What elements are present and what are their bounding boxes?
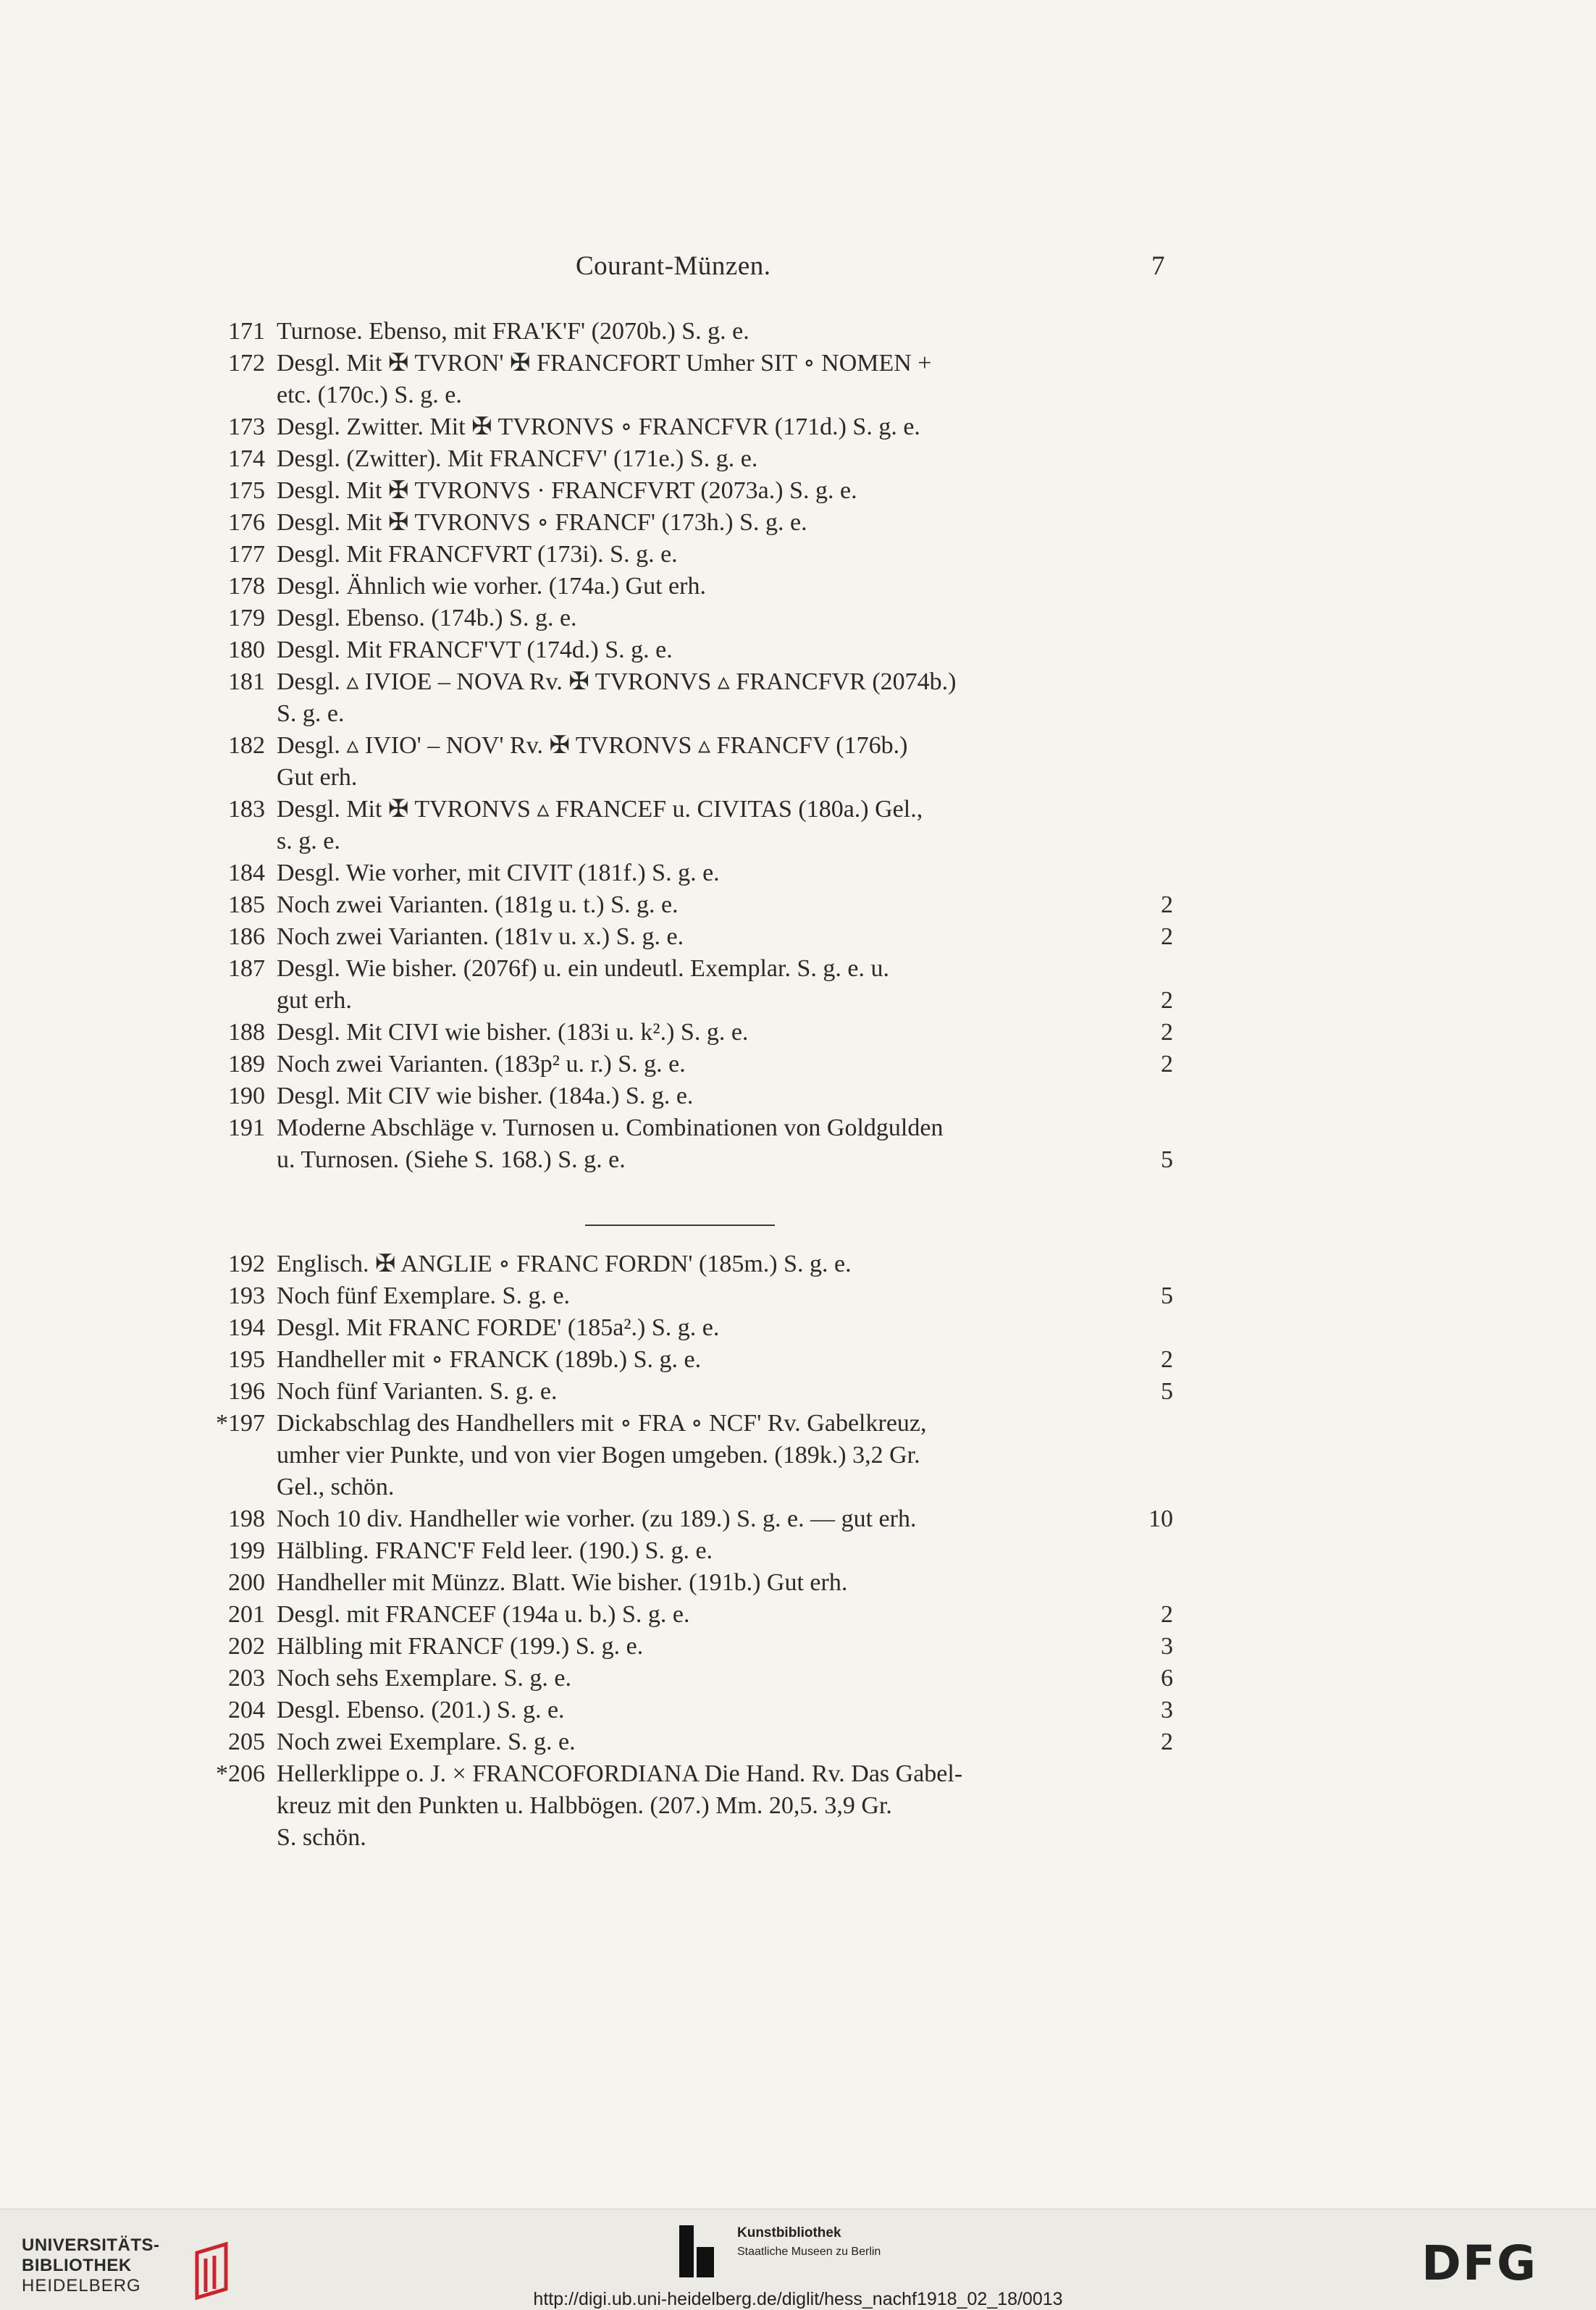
entry-line xyxy=(210,666,1173,698)
entry-quantity: 3 xyxy=(1161,1697,1173,1723)
entry-line xyxy=(210,1344,1173,1376)
entry-number: 175 xyxy=(228,477,265,504)
catalogue-entry xyxy=(210,1663,1173,1694)
entry-text: Desgl. mit FRANCEF (194a u. b.) S. g. e. xyxy=(277,1601,690,1628)
entry-line xyxy=(210,698,1173,730)
entry-text: Noch 10 div. Handheller wie vorher. (zu 189.) S. g. e. — gut erh. xyxy=(277,1505,917,1532)
catalogue-entry xyxy=(210,1280,1173,1312)
entry-line xyxy=(210,794,1173,826)
entry-quantity: 2 xyxy=(1161,987,1173,1014)
entry-text: s. g. e. xyxy=(277,828,340,854)
catalogue-entry xyxy=(210,1567,1173,1599)
entry-number: 190 xyxy=(228,1083,265,1109)
entry-quantity: 3 xyxy=(1161,1633,1173,1660)
entry-line xyxy=(210,1280,1173,1312)
entry-line xyxy=(210,539,1173,571)
entry-line xyxy=(210,634,1173,666)
catalogue-entry xyxy=(210,348,1173,411)
catalogue-entry xyxy=(210,1248,1173,1280)
permalink-url[interactable]: http://digi.ub.uni-heidelberg.de/diglit/hess_nachf1918_02_18/0013 xyxy=(533,2289,1063,2309)
entry-number: 204 xyxy=(228,1697,265,1723)
entry-number: 186 xyxy=(228,923,265,950)
entry-quantity: 2 xyxy=(1161,1729,1173,1755)
entry-number: 179 xyxy=(228,605,265,631)
section-divider xyxy=(585,1225,775,1226)
entry-text: kreuz mit den Punkten u. Halbbögen. (207.) Mm. 20,5. 3,9 Gr. xyxy=(277,1792,892,1819)
kunstbibliothek-logo[interactable] xyxy=(679,2222,925,2288)
catalogue-entry xyxy=(210,1017,1173,1049)
entry-number: 203 xyxy=(228,1665,265,1692)
catalogue-entry xyxy=(210,1758,1173,1854)
catalogue-entry xyxy=(210,602,1173,634)
entry-text: Noch fünf Exemplare. S. g. e. xyxy=(277,1282,571,1309)
entry-text: Desgl. Wie vorher, mit CIVIT (181f.) S. g. e. xyxy=(277,860,720,886)
catalogue-entry xyxy=(210,1312,1173,1344)
entry-text: Desgl. Ähnlich wie vorher. (174a.) Gut erh. xyxy=(277,573,706,600)
entry-line xyxy=(210,1049,1173,1080)
entry-line xyxy=(210,316,1173,348)
entry-line xyxy=(210,1631,1173,1663)
entry-number: *206 xyxy=(216,1760,265,1787)
entry-number: 199 xyxy=(228,1537,265,1564)
entry-text: Desgl. (Zwitter). Mit FRANCFV' (171e.) S. g. e. xyxy=(277,445,758,472)
entry-line xyxy=(210,1376,1173,1408)
catalogue-entry xyxy=(210,411,1173,443)
entry-line xyxy=(210,953,1173,985)
entry-line xyxy=(210,1822,1173,1854)
ub-logo-line-1: UNIVERSITÄTS- xyxy=(22,2235,160,2255)
catalogue-entry xyxy=(210,1535,1173,1567)
entry-line xyxy=(210,379,1173,411)
entry-number: 200 xyxy=(228,1569,265,1596)
entry-line xyxy=(210,1080,1173,1112)
entry-quantity: 2 xyxy=(1161,1019,1173,1046)
catalogue-entry xyxy=(210,794,1173,857)
entry-line xyxy=(210,730,1173,762)
catalogue-entry xyxy=(210,857,1173,889)
entry-text: Noch zwei Varianten. (181v u. x.) S. g. e. xyxy=(277,923,684,950)
entry-text: Desgl. ▵ IVIO' – NOV' Rv. ✠ TVRONVS ▵ FRANCFV (176b.) xyxy=(277,732,908,759)
entry-line xyxy=(210,1790,1173,1822)
entry-number: 194 xyxy=(228,1314,265,1341)
entry-number: 174 xyxy=(228,445,265,472)
entry-text: Noch sehs Exemplare. S. g. e. xyxy=(277,1665,571,1692)
catalogue-entry xyxy=(210,921,1173,953)
catalogue-entry xyxy=(210,1694,1173,1726)
entry-text: Dickabschlag des Handhellers mit ∘ FRA ∘ NCF' Rv. Gabelkreuz, xyxy=(277,1410,927,1437)
catalogue-entry xyxy=(210,1599,1173,1631)
entry-number: 189 xyxy=(228,1051,265,1078)
entry-number: 187 xyxy=(228,955,265,982)
entry-text: Desgl. ▵ IVIOE – NOVA Rv. ✠ TVRONVS ▵ FRANCFVR (2074b.) xyxy=(277,668,957,695)
entry-line xyxy=(210,1144,1173,1176)
entry-line xyxy=(210,1663,1173,1694)
entry-line xyxy=(210,1726,1173,1758)
entry-quantity: 2 xyxy=(1161,891,1173,918)
entry-line xyxy=(210,1503,1173,1535)
entry-line xyxy=(210,1408,1173,1440)
ub-heidelberg-logo[interactable] xyxy=(22,2235,253,2296)
entry-line xyxy=(210,1017,1173,1049)
entry-text: S. g. e. xyxy=(277,700,345,727)
entry-text: Desgl. Mit CIV wie bisher. (184a.) S. g. e. xyxy=(277,1083,694,1109)
dfg-logo[interactable]: DFG xyxy=(1421,2235,1538,2291)
entry-text: umher vier Punkte, und von vier Bogen umgeben. (189k.) 3,2 Gr. xyxy=(277,1442,920,1469)
entry-quantity: 2 xyxy=(1161,1346,1173,1373)
entry-quantity: 2 xyxy=(1161,1601,1173,1628)
catalogue-entry xyxy=(210,1049,1173,1080)
entry-text: Hälbling. FRANC'F Feld leer. (190.) S. g. e. xyxy=(277,1537,713,1564)
entry-number: 171 xyxy=(228,318,265,345)
entry-text: Gel., schön. xyxy=(277,1474,395,1500)
entry-text: Gut erh. xyxy=(277,764,358,791)
entry-text: Desgl. Wie bisher. (2076f) u. ein undeutl. Exemplar. S. g. e. u. xyxy=(277,955,889,982)
catalogue-entry xyxy=(210,666,1173,730)
running-title: Courant-Münzen. xyxy=(576,251,771,281)
entry-number: *197 xyxy=(216,1410,265,1437)
catalogue-entry xyxy=(210,316,1173,348)
entry-text: gut erh. xyxy=(277,987,352,1014)
entry-line xyxy=(210,1440,1173,1471)
entry-number: 185 xyxy=(228,891,265,918)
entry-text: Hälbling mit FRANCF (199.) S. g. e. xyxy=(277,1633,644,1660)
catalogue-entry xyxy=(210,507,1173,539)
entry-number: 205 xyxy=(228,1729,265,1755)
entry-text: S. schön. xyxy=(277,1824,366,1851)
entry-line xyxy=(210,857,1173,889)
catalogue-list-heller xyxy=(210,1248,1173,1854)
ub-logo-line-2: BIBLIOTHEK xyxy=(22,2256,132,2275)
entry-number: 184 xyxy=(228,860,265,886)
entry-number: 195 xyxy=(228,1346,265,1373)
entry-line xyxy=(210,1535,1173,1567)
entry-text: Desgl. Mit FRANCF'VT (174d.) S. g. e. xyxy=(277,637,673,663)
entry-text: Desgl. Mit FRANCFVRT (173i). S. g. e. xyxy=(277,541,678,568)
entry-text: etc. (170c.) S. g. e. xyxy=(277,382,462,408)
entry-number: 202 xyxy=(228,1633,265,1660)
catalogue-entry xyxy=(210,539,1173,571)
entry-number: 196 xyxy=(228,1378,265,1405)
entry-line xyxy=(210,1758,1173,1790)
catalogue-entry xyxy=(210,1344,1173,1376)
entry-text: Hellerklippe o. J. × FRANCOFORDIANA Die Hand. Rv. Das Gabel- xyxy=(277,1760,963,1787)
entry-number: 183 xyxy=(228,796,265,823)
entry-line xyxy=(210,571,1173,602)
entry-text: Desgl. Mit FRANC FORDE' (185a².) S. g. e. xyxy=(277,1314,720,1341)
entry-number: 180 xyxy=(228,637,265,663)
entry-line xyxy=(210,1694,1173,1726)
entry-number: 181 xyxy=(228,668,265,695)
entry-number: 193 xyxy=(228,1282,265,1309)
entry-text: u. Turnosen. (Siehe S. 168.) S. g. e. xyxy=(277,1146,626,1173)
entry-quantity: 5 xyxy=(1161,1146,1173,1173)
entry-line xyxy=(210,443,1173,475)
entry-line xyxy=(210,762,1173,794)
entry-line xyxy=(210,507,1173,539)
kb-logo-line-1: Kunstbibliothek xyxy=(737,2225,841,2240)
catalogue-entry xyxy=(210,889,1173,921)
entry-number: 188 xyxy=(228,1019,265,1046)
kb-logo-line-2: Staatliche Museen zu Berlin xyxy=(737,2246,881,2258)
catalogue-entry xyxy=(210,571,1173,602)
entry-number: 198 xyxy=(228,1505,265,1532)
entry-line xyxy=(210,475,1173,507)
entry-number: 178 xyxy=(228,573,265,600)
entry-line xyxy=(210,921,1173,953)
entry-number: 191 xyxy=(228,1114,265,1141)
entry-line xyxy=(210,1567,1173,1599)
entry-text: Moderne Abschläge v. Turnosen u. Combinationen von Goldgulden xyxy=(277,1114,944,1141)
footer-bar xyxy=(0,2209,1596,2310)
catalogue-list-turnosen xyxy=(210,316,1173,1176)
entry-text: Noch zwei Exemplare. S. g. e. xyxy=(277,1729,576,1755)
catalogue-entry xyxy=(210,475,1173,507)
entry-number: 192 xyxy=(228,1251,265,1277)
entry-quantity: 2 xyxy=(1161,1051,1173,1078)
entry-text: Handheller mit Münzz. Blatt. Wie bisher. (191b.) Gut erh. xyxy=(277,1569,848,1596)
kunstbibliothek-mark-icon xyxy=(679,2225,714,2277)
entry-line xyxy=(210,826,1173,857)
page-number: 7 xyxy=(1151,251,1165,281)
entry-number: 173 xyxy=(228,413,265,440)
entry-text: Desgl. Mit ✠ TVRON' ✠ FRANCFORT Umher SIT ∘ NOMEN + xyxy=(277,350,932,377)
entry-text: Desgl. Mit ✠ TVRONVS · FRANCFVRT (2073a.) S. g. e. xyxy=(277,477,857,504)
entry-number: 172 xyxy=(228,350,265,377)
entry-number: 177 xyxy=(228,541,265,568)
entry-quantity: 2 xyxy=(1161,923,1173,950)
entry-text: Handheller mit ∘ FRANCK (189b.) S. g. e. xyxy=(277,1346,702,1373)
catalogue-entry xyxy=(210,730,1173,794)
entry-text: Noch fünf Varianten. S. g. e. xyxy=(277,1378,558,1405)
entry-quantity: 10 xyxy=(1148,1505,1173,1532)
entry-quantity: 5 xyxy=(1161,1378,1173,1405)
entry-text: Turnose. Ebenso, mit FRA'K'F' (2070b.) S. g. e. xyxy=(277,318,749,345)
catalogue-entry xyxy=(210,1631,1173,1663)
entry-line xyxy=(210,348,1173,379)
catalogue-entry xyxy=(210,1503,1173,1535)
catalogue-entry xyxy=(210,953,1173,1017)
catalogue-entry xyxy=(210,1112,1173,1176)
catalogue-entry xyxy=(210,1726,1173,1758)
entry-line xyxy=(210,411,1173,443)
catalogue-entry xyxy=(210,1080,1173,1112)
entry-line xyxy=(210,1599,1173,1631)
entry-line xyxy=(210,889,1173,921)
ub-logo-line-3: HEIDELBERG xyxy=(22,2276,141,2296)
entry-text: Englisch. ✠ ANGLIE ∘ FRANC FORDN' (185m.) S. g. e. xyxy=(277,1251,852,1277)
entry-line xyxy=(210,1112,1173,1144)
running-head xyxy=(0,251,1596,287)
entry-quantity: 5 xyxy=(1161,1282,1173,1309)
entry-text: Noch zwei Varianten. (181g u. t.) S. g. e. xyxy=(277,891,679,918)
entry-line xyxy=(210,985,1173,1017)
entry-text: Desgl. Ebenso. (174b.) S. g. e. xyxy=(277,605,577,631)
entry-text: Desgl. Mit ✠ TVRONVS ∘ FRANCF' (173h.) S. g. e. xyxy=(277,509,807,536)
entry-line xyxy=(210,1312,1173,1344)
catalogue-entry xyxy=(210,1376,1173,1408)
entry-text: Desgl. Mit CIVI wie bisher. (183i u. k².) S. g. e. xyxy=(277,1019,749,1046)
entry-number: 182 xyxy=(228,732,265,759)
entry-quantity: 6 xyxy=(1161,1665,1173,1692)
catalogue-entry xyxy=(210,1408,1173,1503)
entry-line xyxy=(210,602,1173,634)
entry-text: Desgl. Ebenso. (201.) S. g. e. xyxy=(277,1697,565,1723)
entry-line xyxy=(210,1248,1173,1280)
entry-text: Desgl. Zwitter. Mit ✠ TVRONVS ∘ FRANCFVR (171d.) S. g. e. xyxy=(277,413,920,440)
entry-text: Noch zwei Varianten. (183p² u. r.) S. g. e. xyxy=(277,1051,686,1078)
entry-number: 201 xyxy=(228,1601,265,1628)
catalogue-entry xyxy=(210,443,1173,475)
entry-number: 176 xyxy=(228,509,265,536)
entry-text: Desgl. Mit ✠ TVRONVS ▵ FRANCEF u. CIVITAS (180a.) Gel., xyxy=(277,796,923,823)
catalogue-entry xyxy=(210,634,1173,666)
entry-line xyxy=(210,1471,1173,1503)
